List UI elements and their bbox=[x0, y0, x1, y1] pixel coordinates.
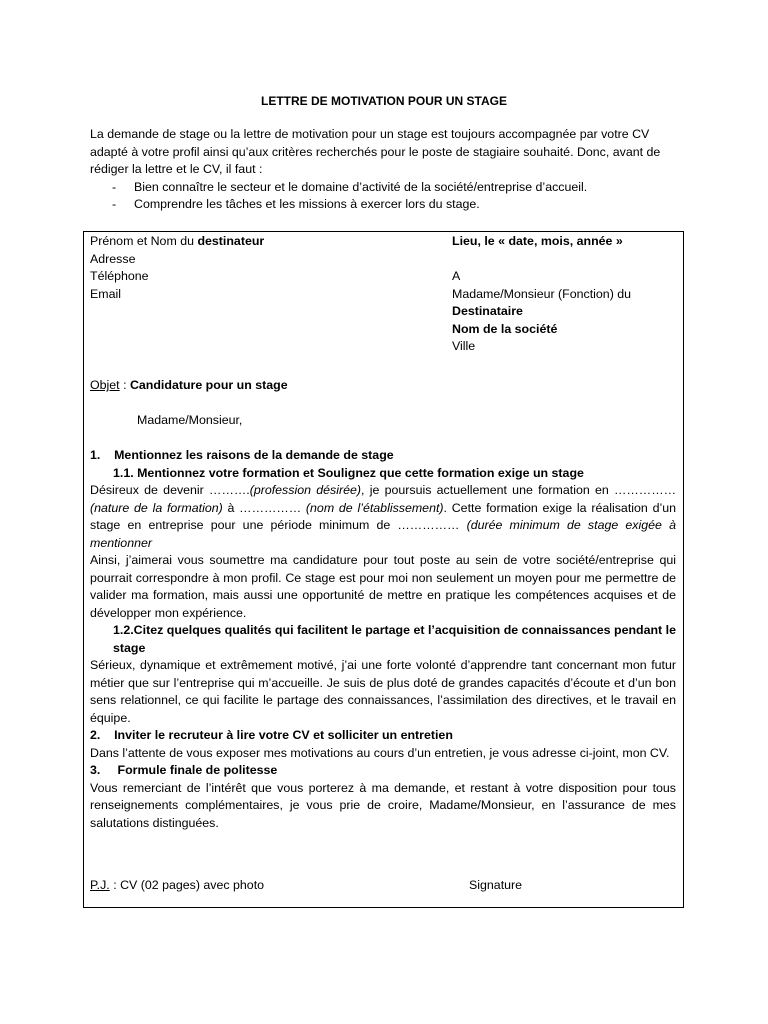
section-2-paragraph: Dans l’attente de vous exposer mes motivations au cours d’un entretien, je vous adresse ci-joint, mon CV. bbox=[90, 745, 670, 760]
bullet-marker: - bbox=[112, 179, 117, 194]
placeholder-formation: (nature de la formation) bbox=[90, 500, 223, 515]
section-1-heading: 1. Mentionnez les raisons de la demande de stage bbox=[90, 448, 394, 462]
sender-name-prefix: Prénom et Nom du bbox=[90, 234, 198, 248]
text-run: . Cette formation exige la réalisation d’un stage en entreprise pour une période minimum de …………… bbox=[90, 500, 676, 532]
place-date: Lieu, le « date, mois, année » bbox=[452, 234, 623, 248]
section-1-paragraph-3: Sérieux, dynamique et extrêmement motivé, j’ai une forte volonté d’apprendre tant concernant mon futur métier que sur l’entreprise qui m’accueille. Je suis de plus doté de grandes capacités d’écoute et d’un bon sens relationnel, ce qui facilite le partage des connaissances, l’assimilation des directives, et le travail en équipe. bbox=[90, 658, 676, 725]
text-run: Désireux de devenir ………. bbox=[90, 483, 250, 497]
sender-address: Adresse bbox=[90, 251, 136, 266]
intro-bullet-item bbox=[90, 179, 686, 197]
attachment-label: P.J. bbox=[90, 878, 110, 892]
sender-phone: Téléphone bbox=[90, 269, 149, 283]
subsection-1-2-number: 1.2. bbox=[113, 623, 134, 637]
section-3-heading: 3. Formule finale de politesse bbox=[90, 763, 278, 777]
salutation: Madame/Monsieur, bbox=[137, 413, 243, 427]
subsection-1-1-heading: 1.1. Mentionnez votre formation et Soulignez que cette formation exige un stage bbox=[113, 465, 584, 480]
sender-email: Email bbox=[90, 286, 121, 301]
sender-block bbox=[90, 233, 430, 303]
page-title: LETTRE DE MOTIVATION POUR UN STAGE bbox=[261, 94, 507, 108]
section-1-paragraph-2: Ainsi, j’aimerai vous soumettre ma candidature pour tout poste au sein de votre société/entreprise qui pourrait correspondre à mon profil. Ce stage est pour moi non seulement un moyen pour me permettre de valider ma formation, mais aussi une opportunité de mettre en pratique les compétences acquises et de développer mon expérience. bbox=[90, 553, 676, 620]
text-run: , je poursuis actuellement une formation en …………… bbox=[361, 483, 676, 497]
section-1-paragraph-1 bbox=[90, 482, 676, 552]
letter-template-box bbox=[83, 231, 684, 908]
sender-name-bold: destinateur bbox=[197, 234, 265, 248]
signature-label: Signature bbox=[469, 878, 523, 892]
sender-name bbox=[90, 233, 430, 251]
placeholder-duree: (durée minimum de stage exigée à mentionner bbox=[90, 518, 676, 550]
text-run: à …………… bbox=[222, 500, 306, 515]
recipient-block bbox=[452, 233, 682, 356]
letter-body bbox=[90, 377, 676, 832]
recipient-role: Destinataire bbox=[452, 304, 523, 318]
placeholder-etablissement: (nom de l’établissement) bbox=[305, 500, 444, 515]
placeholder-profession: (profession désirée) bbox=[249, 483, 361, 497]
spacer bbox=[452, 251, 682, 269]
intro-bullet-item bbox=[90, 196, 686, 214]
object-separator: : bbox=[119, 378, 130, 392]
object-text: Candidature pour un stage bbox=[129, 378, 288, 392]
bullet-marker: - bbox=[112, 197, 117, 211]
attachment-text: : CV (02 pages) avec photo bbox=[109, 878, 265, 892]
section-3-paragraph: Vous remerciant de l’intérêt que vous porterez à ma demande, et restant à votre disposition pour tous renseignements complémentaires, je vous prie de croire, Madame/Monsieur, en l’assurance de mes salutations distinguées. bbox=[90, 780, 676, 830]
recipient-company: Nom de la société bbox=[452, 321, 558, 336]
intro-bullet-list bbox=[90, 179, 686, 214]
intro-section bbox=[90, 126, 686, 214]
intro-bullet-text: Comprendre les tâches et les missions à exercer lors du stage. bbox=[134, 197, 480, 211]
recipient-to: A bbox=[452, 269, 461, 283]
intro-paragraph: La demande de stage ou la lettre de motivation pour un stage est toujours accompagnée par votre CV adapté à votre profil ainsi qu’aux critères recherchés pour le poste de stagiaire souhaité. Donc, avant de rédiger la lettre et le CV, il faut : bbox=[90, 127, 661, 176]
section-2-heading: 2. Inviter le recruteur à lire votre CV et solliciter un entretien bbox=[90, 728, 453, 742]
subsection-1-2-text: Citez quelques qualités qui facilitent le partage et l’acquisition de connaissances pendant le stage bbox=[113, 623, 676, 655]
object-label: Objet bbox=[90, 378, 120, 392]
recipient-city: Ville bbox=[452, 339, 476, 353]
object-line bbox=[90, 377, 676, 395]
subsection-1-2-heading bbox=[90, 622, 676, 657]
attachment-line bbox=[90, 877, 676, 895]
intro-bullet-text: Bien connaître le secteur et le domaine d’activité de la société/entreprise d’accueil. bbox=[134, 179, 588, 194]
letter-footer bbox=[90, 877, 676, 895]
recipient-title: Madame/Monsieur (Fonction) du bbox=[452, 286, 632, 301]
